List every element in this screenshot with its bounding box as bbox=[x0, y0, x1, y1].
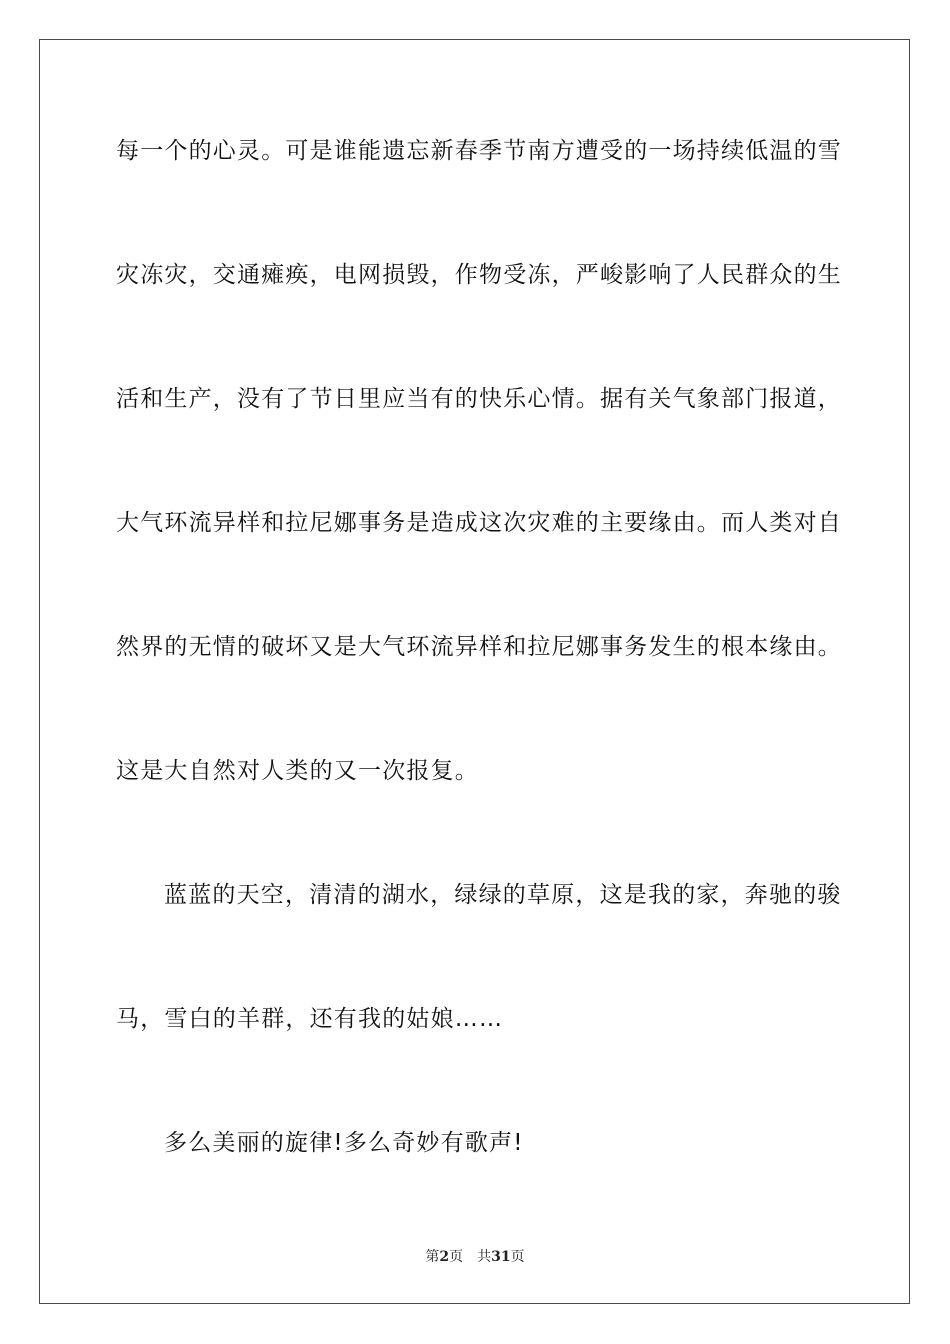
page-footer bbox=[0, 1248, 950, 1266]
paragraph-2-line-2: 马，雪白的羊群，还有我的姑娘…… bbox=[116, 1006, 504, 1032]
footer-page-prefix: 第 bbox=[425, 1249, 440, 1265]
footer-page-total: 31 bbox=[491, 1249, 511, 1265]
paragraph-1-line-2: 灾冻灾，交通瘫痪，电网损毁，作物受冻，严峻影响了人民群众的生 bbox=[116, 262, 842, 288]
paragraph-3-line-1: 多么美丽的旋律!多么奇妙有歌声! bbox=[164, 1130, 524, 1156]
footer-total-prefix: 共 bbox=[477, 1249, 492, 1265]
paragraph-2-line-1: 蓝蓝的天空，清清的湖水，绿绿的草原，这是我的家，奔驰的骏 bbox=[164, 882, 842, 908]
footer-page-current: 2 bbox=[439, 1249, 450, 1265]
paragraph-1-line-5: 然界的无情的破坏又是大气环流异样和拉尼娜事务发生的根本缘由。 bbox=[116, 634, 842, 660]
paragraph-1-line-6: 这是大自然对人类的又一次报复。 bbox=[116, 758, 479, 784]
footer-page-suffix: 页 bbox=[449, 1249, 464, 1265]
paragraph-1-line-3: 活和生产，没有了节日里应当有的快乐心情。据有关气象部门报道， bbox=[116, 386, 842, 412]
footer-total-suffix: 页 bbox=[510, 1249, 525, 1265]
page-border bbox=[39, 39, 910, 1304]
paragraph-1-line-4: 大气环流异样和拉尼娜事务是造成这次灾难的主要缘由。而人类对自 bbox=[116, 510, 842, 536]
paragraph-1-line-1: 每一个的心灵。可是谁能遗忘新春季节南方遭受的一场持续低温的雪 bbox=[116, 138, 842, 164]
